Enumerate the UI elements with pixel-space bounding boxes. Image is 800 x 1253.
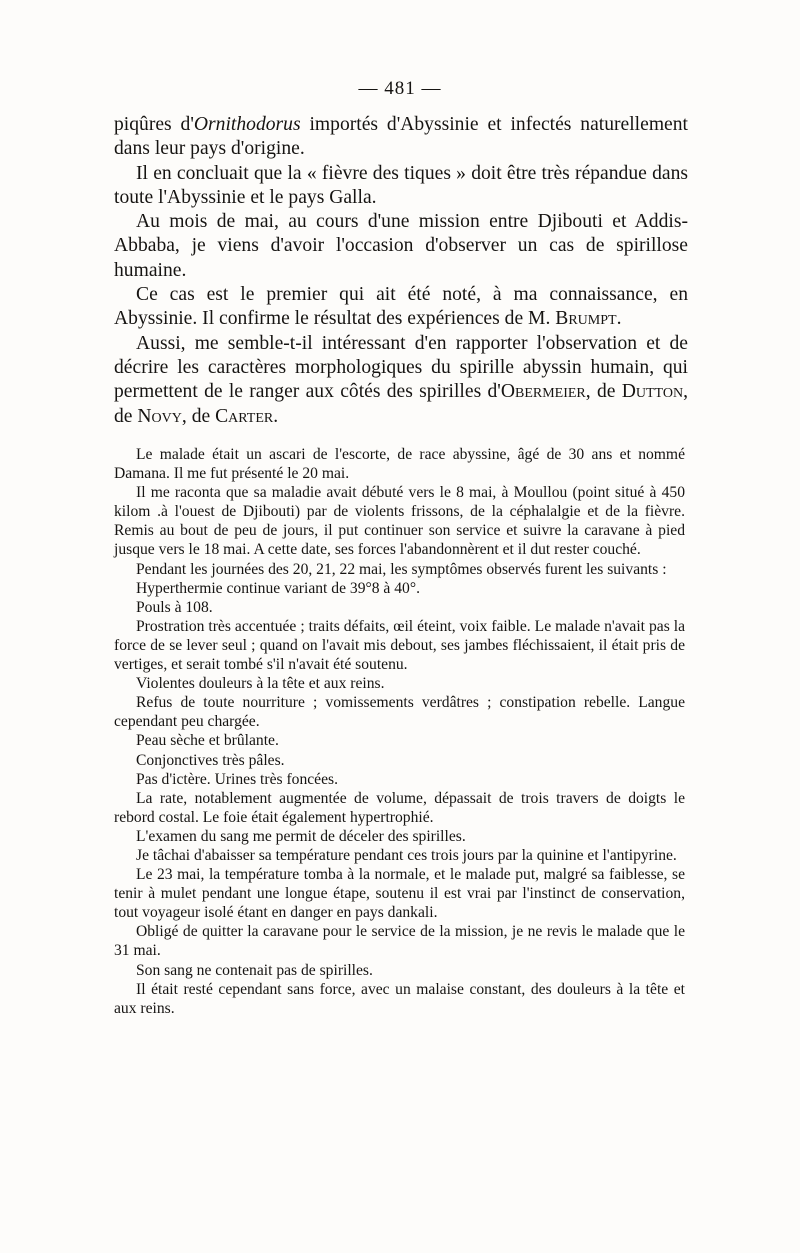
main-paragraph-4 bbox=[114, 283, 688, 332]
observation-paragraph: Hyperthermie continue variant de 39°8 à 40°. bbox=[136, 579, 420, 597]
main-text bbox=[114, 113, 688, 429]
text-run: Aussi, me semble-t-il intéressant d'en rapporter l'observation et de décrire les caractères morphologiques du spirille abyssin humain, qui permettent de le ranger aux côtés des spirilles d' bbox=[114, 332, 688, 403]
observation-paragraph: Il était resté cependant sans force, avec un malaise constant, des douleurs à la tête et aux reins. bbox=[114, 980, 685, 1017]
author-name: Carter bbox=[215, 405, 274, 427]
text-run: importés d'Abyssinie et infectés naturellement dans leur pays d'origine. bbox=[114, 114, 688, 160]
text-run: . bbox=[273, 405, 279, 427]
observation-paragraph: Le 23 mai, la température tomba à la normale, et le malade put, malgré sa faiblesse, se tenir à mulet pendant une longue étape, soutenu il est vrai par l'instinct de conservation, tout voyageur isolé étant en danger en pays dankali. bbox=[114, 866, 685, 922]
case-observation bbox=[114, 445, 685, 1018]
page-number: — 481 — bbox=[358, 78, 442, 99]
observation-paragraph: Prostration très accentuée ; traits défaits, œil éteint, voix faible. Le malade n'avait pas la force de se lever seul ; quand on l'avait mis debout, ses jambes fléchissaient, il était pris de vertiges, et serait tombé s'il n'avait été soutenu. bbox=[114, 617, 685, 674]
text-run: . bbox=[616, 308, 622, 330]
text-run: , de bbox=[114, 381, 688, 427]
author-name: Brumpt bbox=[555, 308, 617, 330]
text-run: , de bbox=[181, 405, 216, 427]
author-name: Novy bbox=[137, 405, 182, 427]
observation-paragraph: L'examen du sang me permit de déceler des spirilles. bbox=[136, 827, 466, 845]
main-paragraph-3: Au mois de mai, au cours d'une mission entre Djibouti et Addis-Abbaba, je viens d'avoir l'occasion d'observer un cas de spirillose humaine. bbox=[114, 211, 688, 281]
main-paragraph-5 bbox=[114, 332, 688, 429]
observation-paragraph: Pouls à 108. bbox=[136, 598, 213, 616]
text-run: Ce cas est le premier qui ait été noté, à ma connaissance, en Abyssinie. Il confirme le résultat des expériences de M. bbox=[114, 284, 688, 330]
observation-paragraph: Pendant les journées des 20, 21, 22 mai, les symptômes observés furent les suivants : bbox=[136, 560, 667, 578]
observation-paragraph: Je tâchai d'abaisser sa température pendant ces trois jours par la quinine et l'antipyrine. bbox=[136, 846, 677, 864]
author-name: Dutton bbox=[621, 381, 684, 403]
observation-paragraph: Peau sèche et brûlante. bbox=[136, 732, 279, 750]
observation-paragraph: Refus de toute nourriture ; vomissements verdâtres ; constipation rebelle. Langue cependant peu chargée. bbox=[114, 694, 685, 731]
main-paragraph-1 bbox=[114, 113, 688, 162]
text-run: , de bbox=[585, 381, 622, 403]
text-run: piqûres d' bbox=[114, 114, 194, 135]
observation-paragraph: Pas d'ictère. Urines très foncées. bbox=[136, 770, 338, 788]
observation-paragraph: Violentes douleurs à la tête et aux reins. bbox=[136, 675, 385, 693]
observation-paragraph: Conjonctives très pâles. bbox=[136, 751, 285, 769]
observation-paragraph: Il me raconta que sa maladie avait débuté vers le 8 mai, à Moullou (point situé à 450 kilom .à l'ouest de Djibouti) par de violents frissons, de la céphalalgie et de la fièvre. Remis au bout de peu de jours, il put continuer son service et suivre la caravane à pied jusque vers le 18 mai. A cette date, ses forces l'abandonnèrent et il dut rester couché. bbox=[114, 484, 685, 559]
observation-paragraph: La rate, notablement augmentée de volume, dépassait de trois travers de doigts le rebord costal. Le foie était également hypertrophié. bbox=[114, 789, 685, 826]
observation-paragraph: Le malade était un ascari de l'escorte, de race abyssine, âgé de 30 ans et nommé Damana. Il me fut présenté le 20 mai. bbox=[114, 446, 685, 483]
genus-name: Ornithodorus bbox=[193, 114, 301, 135]
observation-paragraph: Obligé de quitter la caravane pour le service de la mission, je ne revis le malade que le 31 mai. bbox=[114, 923, 685, 960]
observation-paragraph: Son sang ne contenait pas de spirilles. bbox=[136, 961, 373, 979]
author-name: Obermeier bbox=[500, 381, 586, 403]
main-paragraph-2: Il en concluait que la « fièvre des tiques » doit être très répandue dans toute l'Abyssinie et le pays Galla. bbox=[114, 162, 688, 208]
